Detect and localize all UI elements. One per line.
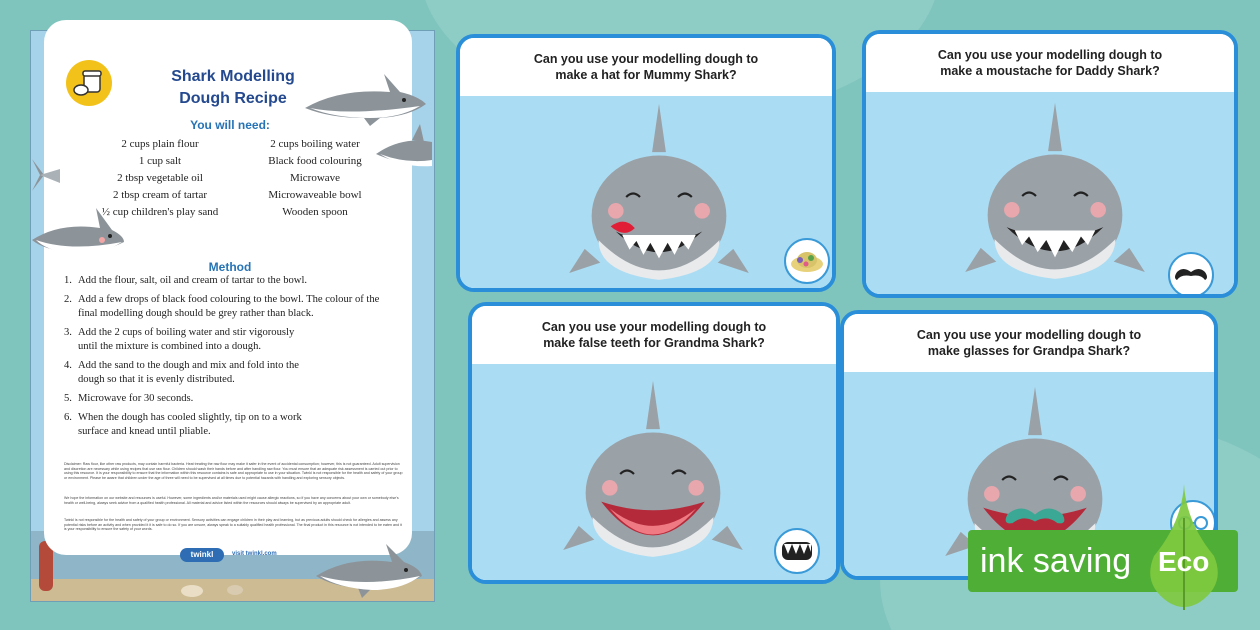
twinkl-url: visit twinkl.com [232,551,277,557]
method-step [64,293,394,321]
ingredients-right [240,136,390,221]
question-line: Can you use your modelling dough to [533,52,759,66]
card-question [844,314,1214,372]
question-line: make false teeth for Grandma Shark? [543,336,765,350]
ingredient: 2 tbsp cream of tartar [112,189,208,201]
ingredient: ½ cup children's play sand [101,206,219,218]
shark-face-illustration [564,102,754,292]
question-line: make a hat for Mummy Shark? [555,68,737,82]
ingredient: 2 cups plain flour [121,138,199,150]
ingredient: Black food colouring [268,155,362,167]
disclaimer-text: Twinkl is not responsible for the health and safety of your group or environment. Sensory activities can engage children in their play and learning, but as previous adults should check for allergies and assess any potential risks before an activity and when provided it it is safe to do so. If you are unsure, always speak to a suitably qualified health professional. The final product in this resource is not intended to be eaten and it is your responsibility to ensure the safety of your words. [64,518,402,532]
activity-card-mummy-shark [456,34,836,292]
step-number: 3. [64,327,72,338]
shark-illustration [30,155,60,195]
method-step [64,359,394,387]
teeth-icon [774,528,820,574]
hat-icon [784,238,830,284]
ingredient: 2 cups boiling water [270,138,360,150]
recipe-title-line2: Dough Recipe [179,90,287,107]
card-question [866,34,1234,92]
ink-saving-text: ink saving [980,542,1132,580]
question-line: Can you use your modelling dough to [916,328,1142,342]
shark-illustration [372,120,436,176]
method-step [64,411,394,439]
step-text: Add the 2 cups of boiling water and stir vigorously until the mixture is combined into a dough. [78,327,295,352]
ingredient: 1 cup salt [138,155,182,167]
step-text: Add the flour, salt, oil and cream of tartar to the bowl. [78,275,308,286]
dough-jar-icon [66,60,112,106]
recipe-title-line1: Shark Modelling [171,68,295,85]
shark-illustration [312,540,424,602]
card-question [472,306,836,364]
step-number: 2. [64,294,72,305]
question-line: Can you use your modelling dough to [937,48,1163,62]
disclaimer-text: Disclaimer: Raw flour, like other raw products, may contain harmful bacteria. Heat treating the raw flour may make it safer in the event of accidental consumption; however, this is not guaranteed. Adult supervision and discretion are necessary while using recipes that use raw flour. Children should wash their hands before and after handling raw flour. You must ensure that an adequate risk assessment is carried out prior to using this resource. It is your responsibility to ensure that the information within this resource contains is safe and appropriate to use in your situation. Twinkl is not responsible for the health and safety of your group or environment. Please be aware that children under the age of three will need to be supervised at all times due to potential hazards with handling and exploring sensory objects. [64,462,403,480]
step-number: 4. [64,360,72,371]
method-step [64,274,394,288]
moustache-icon [1168,252,1214,298]
method-step [64,392,394,406]
ingredient: 2 tbsp vegetable oil [117,172,203,184]
question-line: make a moustache for Daddy Shark? [940,64,1160,78]
question-line: make glasses for Grandpa Shark? [927,344,1131,358]
method-steps [64,274,394,444]
method-step [64,326,394,354]
ingredient: Wooden spoon [282,206,348,218]
eco-label: Eco [1158,546,1210,577]
step-text: Microwave for 30 seconds. [78,393,194,404]
step-text: When the dough has cooled slightly, tip on to a work surface and knead until pliable. [78,412,302,437]
step-number: 5. [64,393,72,404]
ingredient: Microwaveable bowl [268,189,362,201]
shell [227,585,243,595]
step-number: 6. [64,412,72,423]
step-text: Add the sand to the dough and mix and fold into the dough so that it is evenly distributed. [78,360,299,385]
activity-card-daddy-shark [862,30,1238,298]
activity-card-grandma-shark [468,302,840,584]
ingredient: Microwave [289,172,341,184]
disclaimer-text: We hope the information on our website and resources is useful. However, some ingredients and/or materials used might cause allergic reactions, so if you have any concerns about your own or somebody else's health or well-being, always seek advice from a qualified health professional. All material and advice listed within the resources should always be supervised by an appropriate adult. [64,496,399,505]
shell [181,585,203,597]
shark-face-illustration [558,374,748,574]
shark-face-illustration [960,98,1150,294]
shark-illustration [30,200,126,270]
question-line: Can you use your modelling dough to [541,320,767,334]
twinkl-logo: twinkl [180,548,224,562]
step-number: 1. [64,275,72,286]
step-text: Add a few drops of black food colouring to the bowl. The colour of the final modelling dough should be grey rather than black. [78,294,380,319]
card-question [460,38,832,96]
method-heading: Method [208,260,252,274]
you-will-need-heading: You will need: [190,118,270,132]
